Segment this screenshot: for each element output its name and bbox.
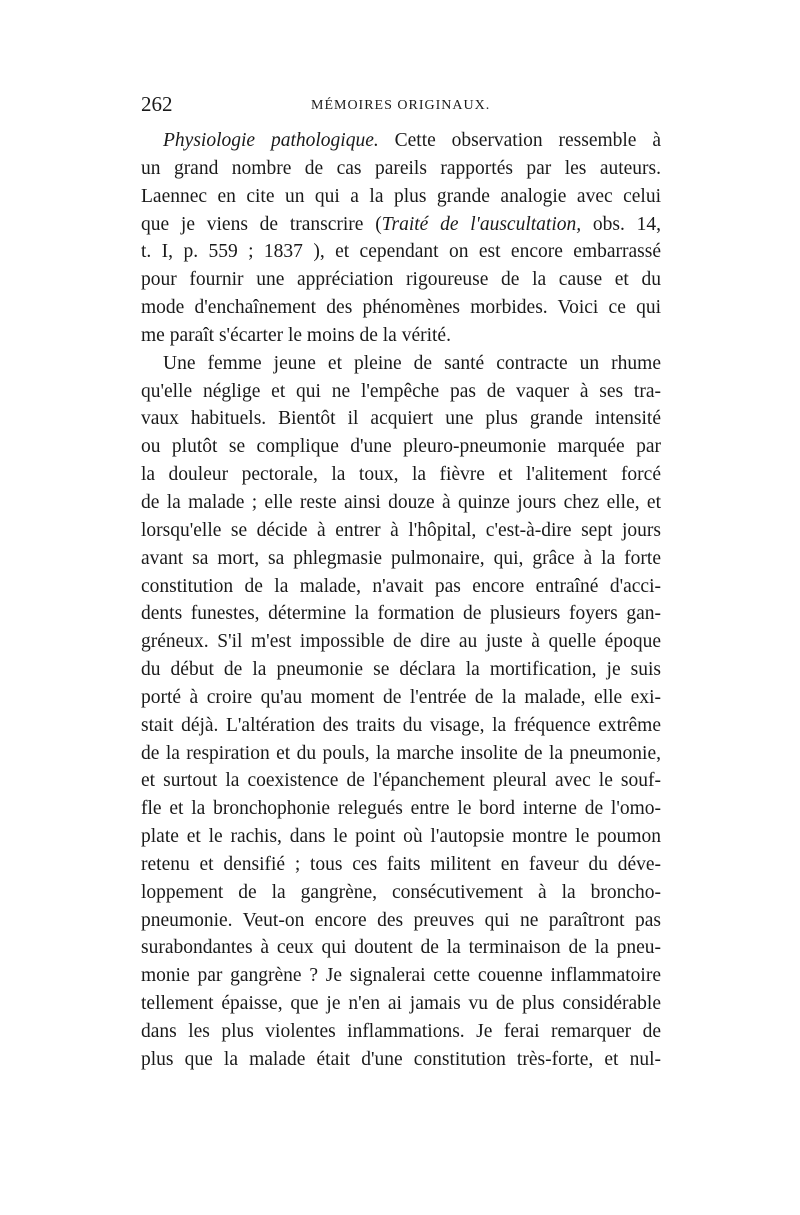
text-line: surabondantes à ceux qui doutent de la terminaison de la pneu- — [141, 937, 661, 959]
text-line: stait déjà. L'altération des traits du visage, la fréquence extrême — [141, 714, 661, 736]
text-line: porté à croire qu'au moment de l'entrée de la malade, elle exi- — [141, 686, 661, 708]
text-line: de la malade ; elle reste ainsi douze à quinze jours chez elle, et — [141, 491, 661, 513]
text-line: la douleur pectorale, la toux, la fièvre et l'alitement forcé — [141, 464, 661, 486]
text-line: fle et la bronchophonie relegués entre le bord interne de l'omo- — [141, 798, 661, 820]
text-line: lorsqu'elle se décide à entrer à l'hôpital, c'est-à-dire sept jours — [141, 519, 661, 541]
text-line: pour fournir une appréciation rigoureuse de la cause et du — [141, 269, 661, 291]
text-span: obs. 14, — [581, 213, 661, 235]
text-line — [141, 127, 661, 155]
text-line: un grand nombre de cas pareils rapportés par les auteurs. — [141, 157, 661, 179]
body-text — [141, 127, 661, 1074]
text-line: me paraît s'écarter le moins de la vérité. — [141, 324, 451, 346]
text-line: mode d'enchaînement des phénomènes morbides. Voici ce qui — [141, 297, 661, 319]
text-line: qu'elle néglige et qui ne l'empêche pas de vaquer à ses tra- — [141, 380, 661, 402]
text-line — [141, 211, 661, 239]
text-span: que je viens de transcrire ( — [141, 213, 382, 235]
text-line: dans les plus violentes inflammations. Je ferai remarquer de — [141, 1021, 661, 1042]
running-title: MÉMOIRES ORIGINAUX. — [311, 98, 491, 113]
text-span: Cette observation ressemble à — [378, 130, 661, 151]
paragraph-1 — [141, 127, 661, 350]
text-line: pneumonie. Veut-on encore des preuves qui ne paraîtront pas — [141, 909, 661, 931]
text-line: de la respiration et du pouls, la marche insolite de la pneumonie, — [141, 742, 661, 764]
text-line: ou plutôt se complique d'une pleuro-pneumonie marquée par — [141, 436, 661, 458]
text-line: plus que la malade était d'une constitution très-forte, et nul- — [141, 1048, 661, 1070]
page-number: 262 — [141, 92, 173, 116]
page-header — [141, 92, 661, 122]
paragraph-2 — [141, 350, 661, 1074]
text-line: loppement de la gangrène, consécutivement à la broncho- — [141, 881, 661, 903]
text-line: vaux habituels. Bientôt il acquiert une plus grande intensité — [141, 408, 661, 430]
text-line: dents funestes, détermine la formation de plusieurs foyers gan- — [141, 603, 661, 625]
text-line: et surtout la coexistence de l'épanchement pleural avec le souf- — [141, 770, 661, 792]
text-line: plate et le rachis, dans le point où l'autopsie montre le poumon — [141, 826, 661, 848]
text-line: avant sa mort, sa phlegmasie pulmonaire, qui, grâce à la forte — [141, 547, 661, 569]
text-line: du début de la pneumonie se déclara la mortification, je suis — [141, 659, 661, 681]
text-line: monie par gangrène ? Je signalerai cette couenne inflammatoire — [141, 965, 661, 987]
text-line: Une femme jeune et pleine de santé contracte un rhume — [163, 352, 661, 374]
text-line: t. I, p. 559 ; 1837 ), et cependant on est encore embarrassé — [141, 241, 661, 263]
citation-title: Traité de l'auscultation, — [381, 213, 582, 235]
text-line: tellement épaisse, que je n'en ai jamais vu de plus considérable — [141, 993, 661, 1015]
text-line: gréneux. S'il m'est impossible de dire au juste à quelle époque — [141, 631, 661, 653]
text-line: retenu et densifié ; tous ces faits militent en faveur du déve- — [141, 853, 661, 875]
text-line: Laennec en cite un qui a la plus grande analogie avec celui — [141, 185, 661, 207]
section-heading-italic: Physiologie pathologique. — [163, 130, 379, 151]
text-line: constitution de la malade, n'avait pas encore entraîné d'acci- — [141, 575, 661, 597]
